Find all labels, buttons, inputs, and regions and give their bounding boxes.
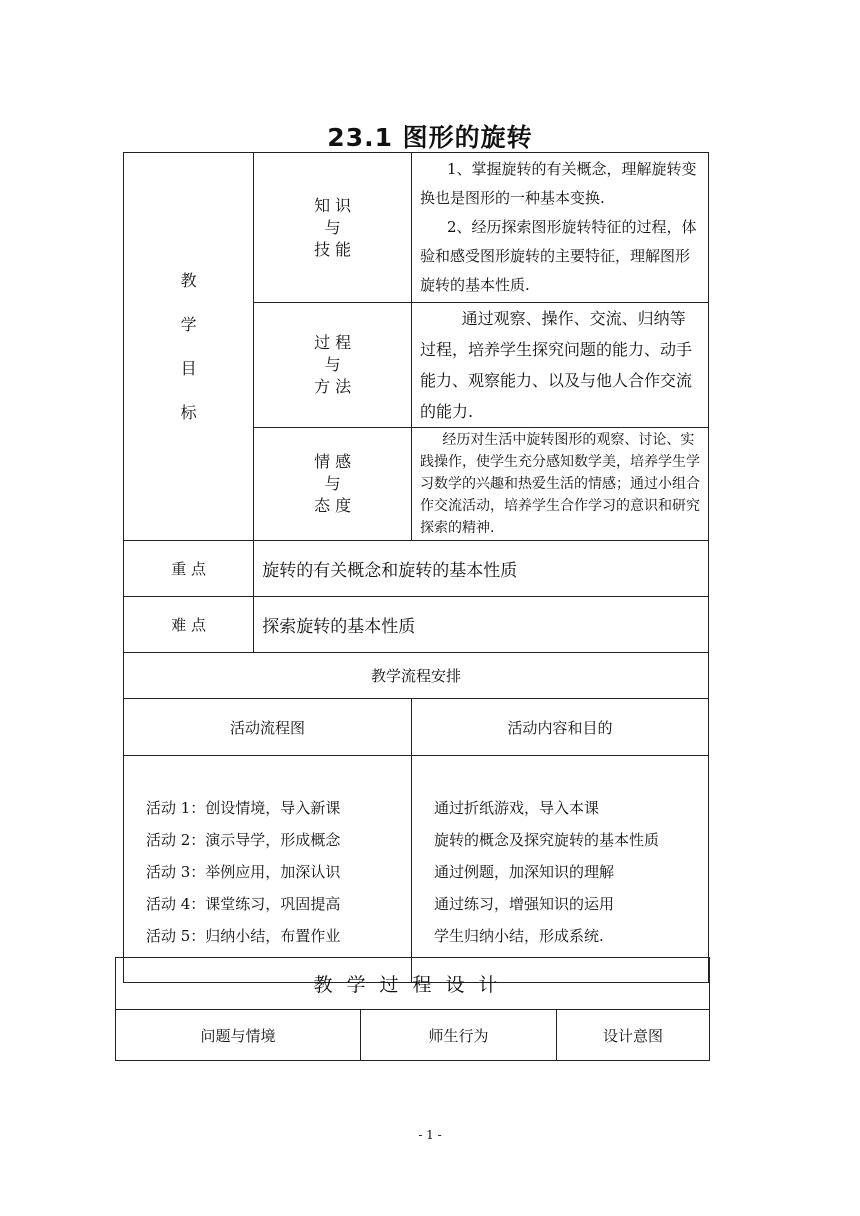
- goal-label-line: 与: [324, 217, 341, 237]
- goals-category-char: 目: [180, 358, 197, 378]
- purpose-list: [412, 756, 709, 983]
- key-point-label: 重 点: [124, 541, 254, 597]
- goals-category-char: 教: [180, 270, 197, 290]
- page-title: 23.1 图形的旋转: [327, 123, 533, 152]
- goal-paragraph: 经历对生活中旋转图形的观察、讨论、实践操作，使学生充分感知数学美，培养学生学习数学的兴趣和热爱生活的情感；通过小组合作交流活动，培养学生合作学习的意识和研究探索的精神.: [420, 432, 700, 536]
- key-point-text: 旋转的有关概念和旋转的基本性质: [254, 541, 709, 597]
- goal-text-cell: [412, 303, 709, 428]
- goal-label-line: 过 程: [314, 333, 352, 352]
- purpose-item: 通过练习，增强知识的运用: [434, 895, 615, 913]
- goal-label-line: 态 度: [314, 496, 352, 515]
- design-title: 教学过程设计: [116, 958, 710, 1010]
- goal-label-line: 技 能: [314, 239, 352, 259]
- design-header-behavior: 师生行为: [361, 1010, 557, 1061]
- flow-col-right-header: 活动内容和目的: [412, 699, 709, 756]
- process-design-table: [115, 957, 710, 1061]
- page-number: - 1 -: [418, 1128, 442, 1142]
- purpose-item: 旋转的概念及探究旋转的基本性质: [434, 831, 660, 849]
- goal-label-line: 知 识: [314, 195, 352, 215]
- goal-label-line: 与: [324, 355, 341, 374]
- activity-item: 活动 4：课堂练习，巩固提高: [146, 895, 341, 913]
- goals-category-char: 学: [180, 314, 197, 334]
- goal-label-line: 情 感: [314, 452, 352, 471]
- activity-item: 活动 5：归纳小结，布置作业: [146, 927, 341, 945]
- purpose-item: 通过折纸游戏，导入本课: [434, 799, 600, 817]
- purpose-item: 通过例题，加深知识的理解: [434, 863, 615, 881]
- purpose-item: 学生归纳小结，形成系统.: [434, 927, 604, 945]
- design-header-situation: 问题与情境: [116, 1010, 361, 1061]
- design-header-intent: 设计意图: [557, 1010, 710, 1061]
- goals-category-char: 标: [180, 402, 197, 422]
- activity-list: [124, 756, 412, 983]
- goal-label-cell: [254, 153, 412, 303]
- goal-label-line: 与: [324, 474, 341, 493]
- difficulty-label: 难 点: [124, 597, 254, 653]
- goal-paragraph: 2、经历探索图形旋转特征的过程，体验和感受图形旋转的主要特征，理解图形旋转的基本性质.: [420, 218, 697, 294]
- goal-label-cell: [254, 428, 412, 541]
- goal-label-line: 方 法: [314, 377, 352, 396]
- activity-item: 活动 2：演示导学，形成概念: [146, 831, 341, 849]
- activity-item: 活动 1：创设情境，导入新课: [146, 799, 341, 817]
- goals-category-cell: [124, 153, 254, 541]
- goal-paragraph: 通过观察、操作、交流、归纳等过程，培养学生探究问题的能力、动手能力、观察能力、以及与他人合作交流的能力.: [420, 309, 693, 421]
- flow-col-left-header: 活动流程图: [124, 699, 412, 756]
- goal-label-cell: [254, 303, 412, 428]
- difficulty-text: 探索旋转的基本性质: [254, 597, 709, 653]
- goal-text-cell: [412, 153, 709, 303]
- goal-paragraph: 1、掌握旋转的有关概念，理解旋转变换也是图形的一种基本变换.: [420, 160, 697, 207]
- activity-item: 活动 3：举例应用，加深认识: [146, 863, 341, 881]
- flow-heading: 教学流程安排: [124, 653, 709, 699]
- teaching-goals-table: [123, 152, 709, 983]
- goal-text-cell: [412, 428, 709, 541]
